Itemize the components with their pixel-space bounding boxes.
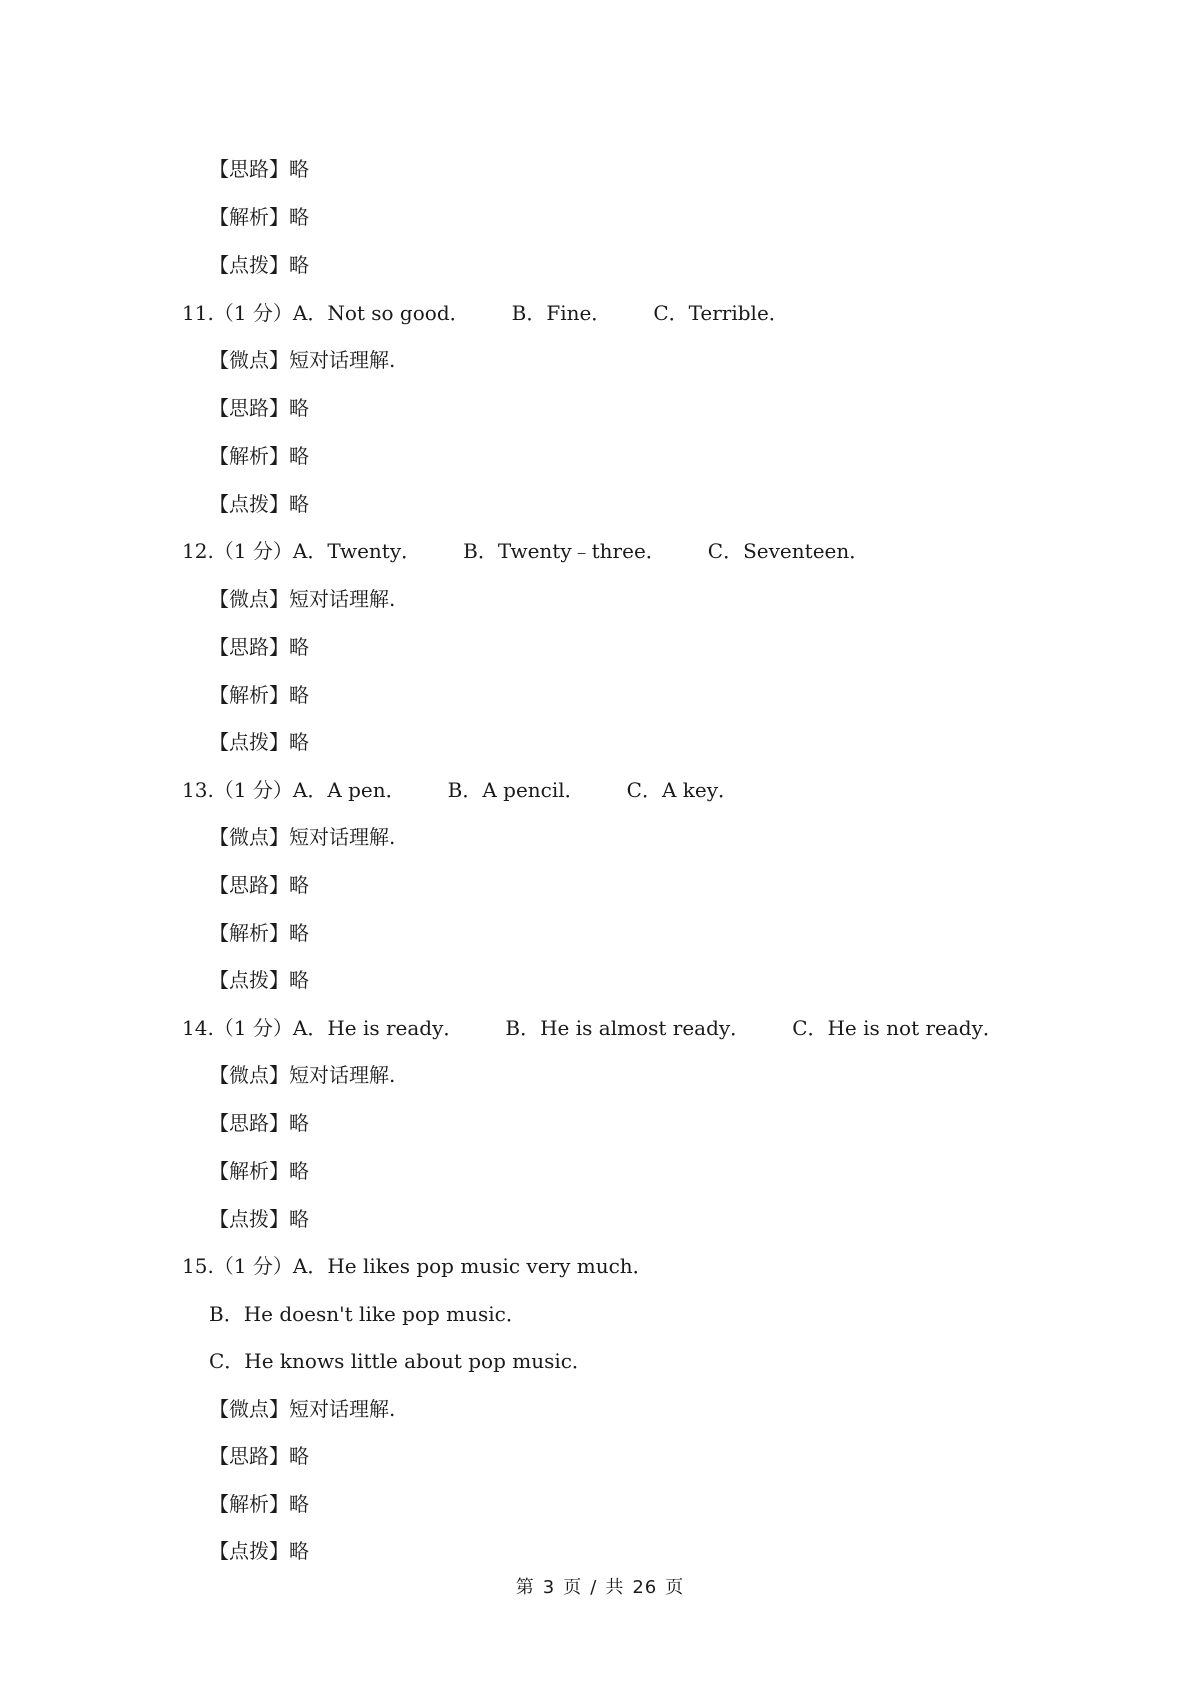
q14-option-a: A．He is ready． (292, 1016, 464, 1040)
q12-silu: 【思路】略 (209, 635, 309, 659)
q12-option-a: A．Twenty． (292, 539, 422, 563)
q11-option-a: A．Not so good． (292, 301, 470, 325)
q14-jiexi: 【解析】略 (209, 1159, 309, 1183)
q11-prefix: 11.（1 分） (182, 301, 293, 325)
q15-prefix: 15.（1 分） (182, 1254, 293, 1278)
page-footer (0, 1574, 1200, 1602)
footer-page-number: 3 (542, 1577, 556, 1598)
q14-question (182, 1014, 1003, 1042)
q14-dianbo: 【点拨】略 (209, 1207, 309, 1231)
footer-total-pages: 26 (632, 1577, 658, 1598)
q14-option-b: B．He is almost ready． (505, 1016, 751, 1040)
q14-option-c: C．He is not ready． (792, 1016, 1003, 1040)
q15-weidian: 【微点】短对话理解. (209, 1397, 396, 1421)
q10-silu: 【思路】略 (209, 157, 309, 181)
q13-option-b: B．A pencil． (447, 778, 585, 802)
q13-weidian: 【微点】短对话理解. (209, 825, 396, 849)
q11-weidian: 【微点】短对话理解. (209, 348, 396, 372)
q13-jiexi: 【解析】略 (209, 921, 309, 945)
q11-dianbo: 【点拨】略 (209, 492, 309, 516)
q12-jiexi: 【解析】略 (209, 683, 309, 707)
q13-dianbo: 【点拨】略 (209, 968, 309, 992)
q14-silu: 【思路】略 (209, 1111, 309, 1135)
q15-option-c: C．He knows little about pop music． (209, 1349, 592, 1373)
q12-option-c: C．Seventeen． (707, 539, 870, 563)
q12-weidian: 【微点】短对话理解. (209, 587, 396, 611)
q11-option-c: C．Terrible． (653, 301, 789, 325)
q12-question (182, 537, 869, 565)
q11-jiexi: 【解析】略 (209, 444, 309, 468)
q15-silu: 【思路】略 (209, 1444, 309, 1468)
q12-prefix: 12.（1 分） (182, 539, 293, 563)
q15-question (182, 1252, 653, 1280)
q12-dianbo: 【点拨】略 (209, 730, 309, 754)
q15-jiexi: 【解析】略 (209, 1492, 309, 1516)
q13-option-c: C．A key． (626, 778, 739, 802)
q14-weidian: 【微点】短对话理解. (209, 1063, 396, 1087)
q13-silu: 【思路】略 (209, 873, 309, 897)
footer-slash: / (590, 1577, 598, 1598)
q13-option-a: A．A pen． (292, 778, 406, 802)
footer-gong: 共 (605, 1577, 625, 1598)
footer-di: 第 (515, 1577, 535, 1598)
q15-dianbo: 【点拨】略 (209, 1539, 309, 1563)
q11-silu: 【思路】略 (209, 396, 309, 420)
footer-ye: 页 (563, 1577, 583, 1598)
q11-question (182, 299, 789, 327)
footer-ye-end: 页 (665, 1577, 685, 1598)
q11-option-b: B．Fine． (511, 301, 612, 325)
q12-option-b: B．Twenty﹣three． (463, 539, 666, 563)
q13-question (182, 776, 738, 804)
q15-option-b: B．He doesn't like pop music． (209, 1302, 526, 1326)
q15-option-a: A．He likes pop music very much． (292, 1254, 653, 1278)
q13-prefix: 13.（1 分） (182, 778, 293, 802)
q10-jiexi: 【解析】略 (209, 205, 309, 229)
q14-prefix: 14.（1 分） (182, 1016, 293, 1040)
q10-dianbo: 【点拨】略 (209, 253, 309, 277)
